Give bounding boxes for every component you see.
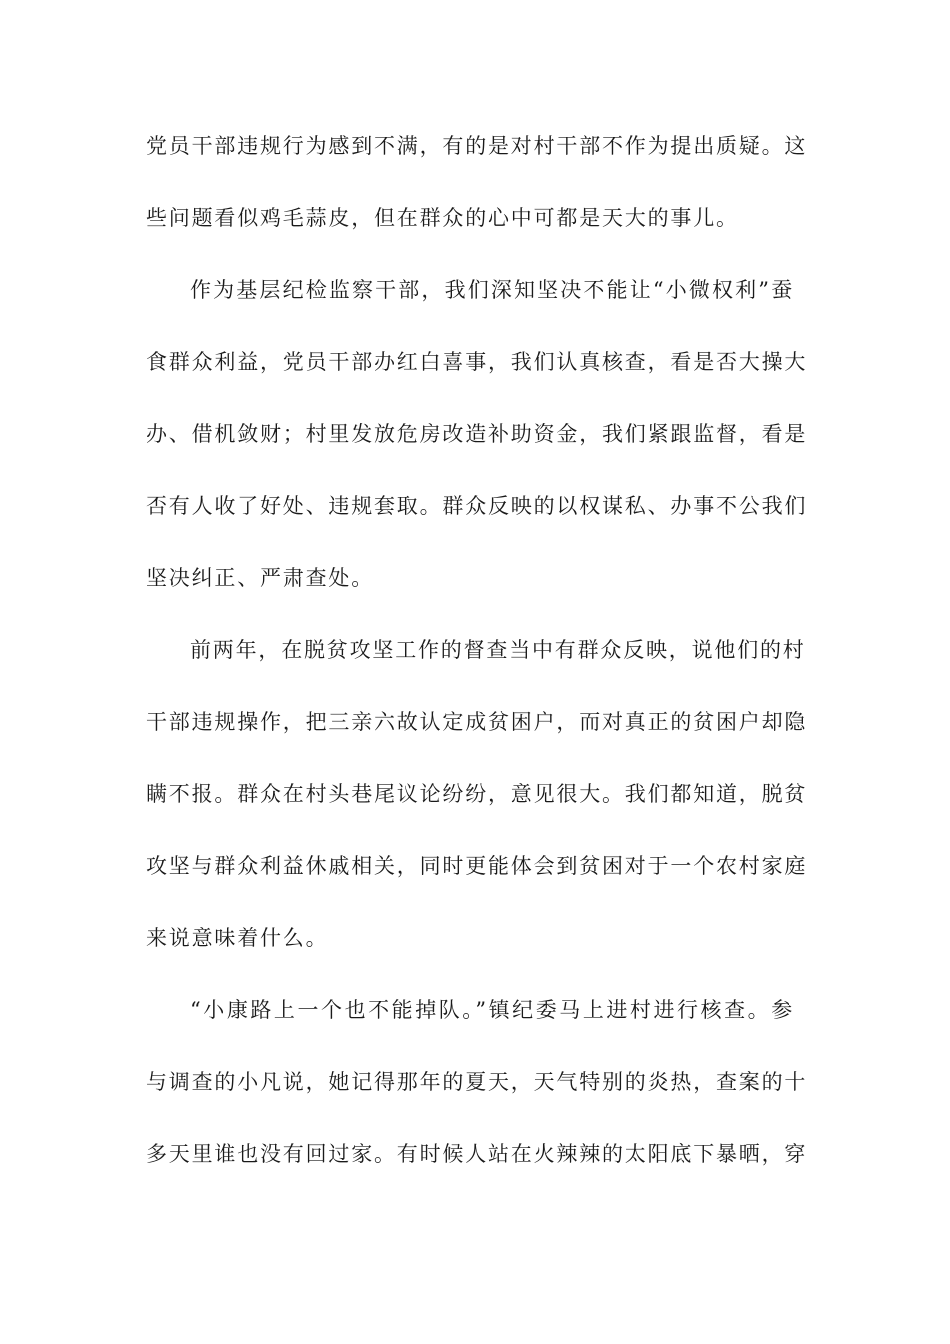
text-line: 否有人收了好处、违规套取。群众反映的以权谋私、办事不公我们 (146, 494, 808, 518)
text-line: 党员干部违规行为感到不满，有的是对村干部不作为提出质疑。这 (146, 134, 808, 158)
text-line: 食群众利益，党员干部办红白喜事，我们认真核查，看是否大操大 (146, 350, 808, 374)
text-line: 坚决纠正、严肃查处。 (146, 566, 374, 590)
text-line: 干部违规操作，把三亲六故认定成贫困户，而对真正的贫困户却隐 (146, 710, 808, 734)
text-line: 瞒不报。群众在村头巷尾议论纷纷，意见很大。我们都知道，脱贫 (146, 782, 808, 806)
text-line: 来说意味着什么。 (146, 926, 329, 950)
text-line: 攻坚与群众利益休戚相关，同时更能体会到贫困对于一个农村家庭 (146, 854, 808, 878)
text-line: 办、借机敛财；村里发放危房改造补助资金，我们紧跟监督，看是 (146, 422, 808, 446)
paragraph-first-line: 作为基层纪检监察干部，我们深知坚决不能让“小微权利”蚕 (190, 278, 794, 302)
text-line: 与调查的小凡说，她记得那年的夏天，天气特别的炎热，查案的十 (146, 1070, 808, 1094)
paragraph-first-line: “小康路上一个也不能掉队。”镇纪委马上进村进行核查。参 (190, 998, 794, 1022)
paragraph-first-line: 前两年，在脱贫攻坚工作的督查当中有群众反映，说他们的村 (190, 638, 806, 662)
text-line: 多天里谁也没有回过家。有时候人站在火辣辣的太阳底下暴晒，穿 (146, 1142, 808, 1166)
text-line: 些问题看似鸡毛蒜皮，但在群众的心中可都是天大的事儿。 (146, 206, 739, 230)
